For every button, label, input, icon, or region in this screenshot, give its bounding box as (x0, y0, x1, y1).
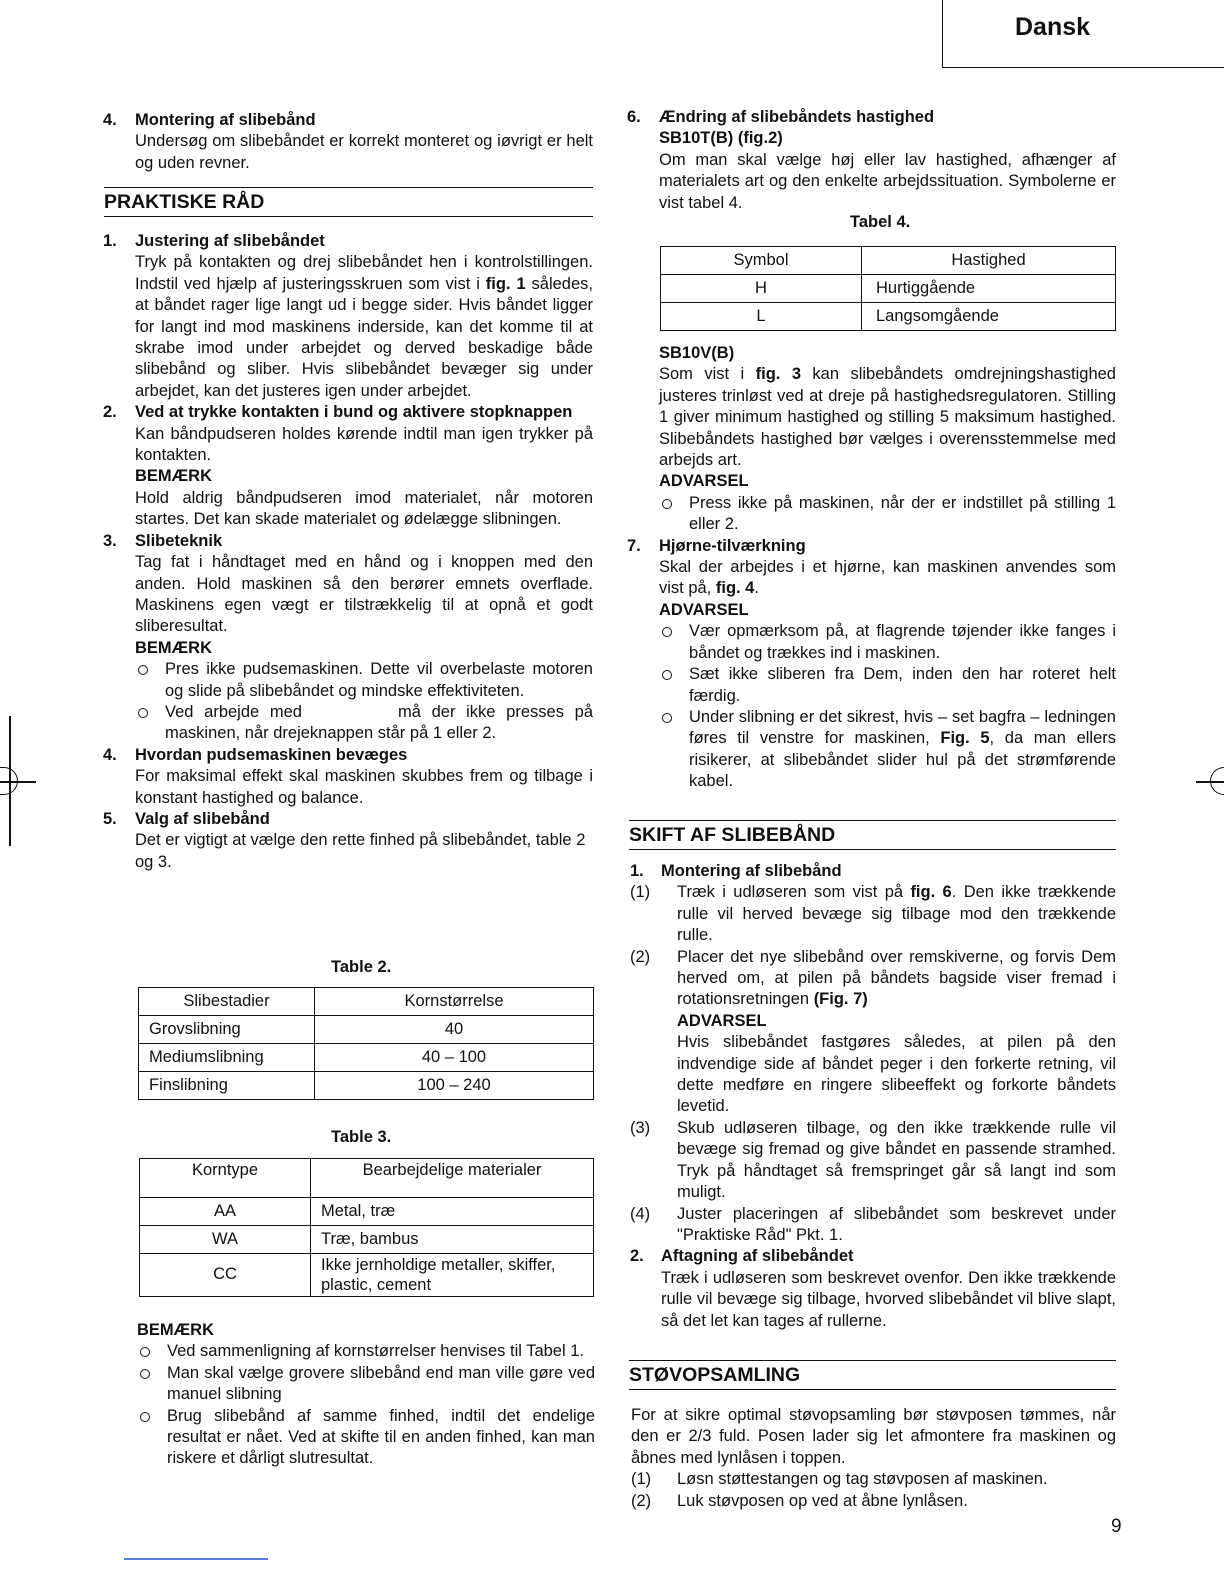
table-cell: Hurtiggående (862, 275, 1116, 303)
right-middle (627, 343, 1116, 793)
table-header-cell: Korntype (140, 1159, 311, 1198)
substep: (3) Skub udløseren tilbage, og den ikke trækkende rulle vil bevæge sig fremad og give båndet en passende stramhed. Tryk på håndtaget så fremspringet går så langt ind som muligt. (630, 1118, 1116, 1202)
crop-mark-left-circle (0, 767, 18, 795)
skift-item-1 (630, 861, 1117, 1246)
note-text: Hold aldrig båndpudseren imod materialet, når motoren startes. Det kan skade materialet og ødelægge slibningen. (135, 488, 593, 529)
table-cell: AA (140, 1198, 311, 1226)
item-number: 3. (103, 531, 117, 550)
item-number: 2. (103, 403, 117, 422)
item-number: 2. (630, 1247, 644, 1266)
item-title: Montering af slibebånd (135, 111, 316, 129)
practical-item-7 (627, 536, 1116, 793)
practical-item-4 (103, 745, 593, 809)
practical-item-2 (103, 402, 593, 530)
item-text: Undersøg om slibebåndet er korrekt monteret og iøvrigt er helt og uden revner. (135, 132, 593, 172)
item-title: Ved at trykke kontakten i bund og aktivere stopknappen (135, 403, 573, 422)
table-cell: WA (140, 1226, 311, 1254)
left-bottom-note (137, 1320, 595, 1470)
table-header-row (140, 1159, 594, 1198)
substep: (1) Løsn støttestangen og tag støvposen af maskinen. (631, 1470, 1048, 1489)
item-number: 1. (103, 232, 117, 250)
skift-item-2 (630, 1246, 1116, 1332)
table-row (139, 1072, 594, 1100)
table-cell: H (661, 275, 862, 303)
warning-label: ADVARSEL (659, 600, 749, 619)
warning-bullet: Sæt ikke sliberen fra Dem, inden den har roteret helt færdig. (659, 664, 1116, 707)
warning-bullet: Vær opmærksom på, at flagrende tøjender ikke fanges i båndet og trækkes ind i maskinen. (659, 621, 1116, 664)
page-number: 9 (1111, 1516, 1122, 1537)
left-body (103, 231, 593, 873)
item-text: Som vist i fig. 3 kan slibebåndets omdrejningshastighed justeres trinløst ved at dreje på hastighedsregulatoren. Stilling 1 giver minimum hastighed og stilling 5 maksimum hastighed. Slibebåndets hastighed bør vælges i overensstemmelse med arbejds art. (659, 365, 1116, 470)
warning-bullet: Under slibning er det sikrest, hvis – set bagfra – ledningen føres til venstre for maskinen, Fig. 5, da man ellers risikerer, at slibebåndet slider hul på det strømførende kabel. (659, 707, 1116, 793)
table-cell: Metal, træ (311, 1198, 594, 1226)
section-heading: SKIFT AF SLIBEBÅND (629, 820, 1116, 850)
bottom-rule (124, 1558, 268, 1560)
table-header-cell: Symbol (661, 247, 862, 275)
practical-item-3 (103, 531, 593, 745)
table-cell: Mediumslibning (139, 1044, 315, 1072)
item-title: Valg af slibebånd (135, 809, 270, 828)
table-cell: 100 – 240 (315, 1072, 594, 1100)
note-label: BEMÆRK (137, 1321, 214, 1339)
note-bullet: Ved sammenligning af kornstørrelser henvises til Tabel 1. (137, 1341, 595, 1362)
item-text: For maksimal effekt skal maskinen skubbes frem og tilbage i konstant hastighed og balance. (135, 767, 593, 807)
language-label: Dansk (1015, 13, 1091, 41)
item-title: Hvordan pudsemaskinen bevæges (135, 745, 408, 764)
table-cell: L (661, 303, 862, 331)
warning-bullet: Press ikke på maskinen, når der er indstillet på stilling 1 eller 2. (659, 493, 1116, 536)
table-2 (138, 987, 594, 1100)
item-number: 4. (103, 745, 117, 764)
substep: (2) Luk støvposen op ved at åbne lynlåsen. (631, 1491, 968, 1510)
right-stov-body (631, 1405, 1116, 1512)
section-skift (629, 820, 1116, 850)
item-text: Tag fat i håndtaget med en hånd og i knoppen med den anden. Hold maskinen så den berører emnets overflade. Maskinens egen vægt er tilstrækkelig til at opnå et godt sliberesultat. (135, 553, 593, 636)
table-header-cell: Bearbejdelige materialer (311, 1159, 594, 1198)
item-text: Tryk på kontakten og drej slibebåndet hen i kontrolstillingen. Indstil ved hjælp af justeringsskruen som vist i fig. 1 således, at båndet rager lige langt ud i begge sider. Hvis båndet ligger for langt ind mod maskinens inderside, kan det komme til at skrabe imod under arbejdet og derved beskadige både slibebånd og sliber. Hvis slibebåndet bevæger sig under arbejdet, kan det justeres igen under arbejdet. (135, 253, 593, 400)
item-number: 4. (103, 111, 117, 129)
item-text: Om man skal vælge høj eller lav hastighed, afhænger af materialets art og den enkelte arbejdssituation. Symbolerne er vist tabel 4. (659, 150, 1116, 212)
table-cell: Træ, bambus (311, 1226, 594, 1254)
practical-item-5 (103, 809, 593, 873)
item-number: 1. (630, 862, 644, 880)
note-bullet: Ved arbejde med må der ikke presses på maskinen, når drejeknappen står på 1 eller 2. (135, 702, 593, 745)
section-stov (629, 1360, 1116, 1390)
item-title: Justering af slibebåndet (135, 232, 325, 250)
item-title: Montering af slibebånd (661, 862, 842, 880)
crop-mark-right-circle (1210, 767, 1224, 795)
table-cell: Grovslibning (139, 1016, 315, 1044)
table-header-row (661, 247, 1116, 275)
warning-label: ADVARSEL (677, 1011, 767, 1030)
item-text: Træk i udløseren som beskrevet ovenfor. Den ikke trækkende rulle vil bevæge sig tilbage, hvorved slibebåndet vil blive slapt, så det let kan tages af rullerne. (661, 1268, 1116, 1330)
item-title: Ændring af slibebåndets hastighed (659, 108, 935, 126)
warning-label: ADVARSEL (659, 472, 749, 491)
substep: (4) Juster placeringen af slibebåndet som beskrevet under "Praktiske Råd" Pkt. 1. (630, 1204, 1116, 1244)
right-skift-body (630, 861, 1117, 1332)
table-row (661, 275, 1116, 303)
note-label: BEMÆRK (135, 638, 212, 657)
model-label: SB10V(B) (659, 344, 735, 362)
item-text: Kan båndpudseren holdes kørende indtil man igen trykker på kontakten. (135, 424, 593, 465)
stov-text: For at sikre optimal støvopsamling bør støvposen tømmes, når den er 2/3 fuld. Posen lader sig let afmontere fra maskinen og åbnes med lynlåsen i toppen. (631, 1406, 1116, 1467)
warning-text: Hvis slibebåndet fastgøres således, at pilen på den indvendige side af båndet peger i den forkerte retning, vil dette medføre en ringere slibeeffekt og forkorte båndets levetid. (677, 1033, 1116, 1116)
table-cell: 40 (315, 1016, 594, 1044)
practical-item-1 (103, 231, 593, 402)
table-row (140, 1198, 594, 1226)
table-header-cell: Slibestadier (139, 988, 315, 1016)
note-bullet: Pres ikke pudsemaskinen. Dette vil overbelaste motoren og slide på slibebåndet og mindske effektiviteten. (135, 659, 593, 702)
table-row (661, 303, 1116, 331)
table-3-caption: Table 3. (331, 1128, 392, 1146)
table-4 (660, 246, 1116, 331)
table-row (140, 1254, 594, 1297)
table-cell: Langsomgående (862, 303, 1116, 331)
item-number: 6. (627, 108, 641, 126)
table-row (139, 1044, 594, 1072)
right-top (627, 107, 1116, 214)
table-4-caption: Tabel 4. (850, 213, 911, 231)
table-row (140, 1226, 594, 1254)
table-row (139, 1016, 594, 1044)
model-label: SB10T(B) (fig.2) (659, 129, 783, 148)
section-praktiske (104, 187, 593, 217)
practical-item-6 (627, 107, 1116, 214)
item-number: 7. (627, 536, 641, 555)
item-title: Aftagning af slibebåndet (661, 1247, 854, 1266)
item-text: Skal der arbejdes i et hjørne, kan maskinen anvendes som vist på, fig. 4. (659, 558, 1116, 598)
note-bullet: Man skal vælge grovere slibebånd end man ville gøre ved manuel slibning (137, 1363, 595, 1406)
table-2-caption: Table 2. (331, 958, 392, 976)
item-title: Slibeteknik (135, 531, 223, 550)
table-cell: Ikke jernholdige metaller, skiffer, plastic, cement (311, 1254, 594, 1297)
substep: (2) Placer det nye slibebånd over remskiverne, og forvis Dem herved om, at pilen på båndets bagside viser fremad i rotationsretningen (Fig. 7) (630, 947, 1116, 1009)
table-cell: CC (140, 1254, 311, 1297)
note-bullet: Brug slibebånd af samme finhed, indtil det endelige resultat er nået. Ved at skifte til en anden finhed, kan man riskere et dårligt slutresultat. (137, 1406, 595, 1470)
table-header-row (139, 988, 594, 1016)
table-header-cell: Hastighed (862, 247, 1116, 275)
substep: (1) Træk i udløseren som vist på fig. 6. Den ikke trækkende rulle vil herved bevæge sig tilbage mod den trækkende rulle. (630, 883, 1117, 945)
table-header-cell: Kornstørrelse (315, 988, 594, 1016)
item-4 (103, 110, 593, 174)
item-text: Det er vigtigt at vælge den rette finhed på slibebåndet, table 2 og 3. (135, 831, 586, 871)
item-title: Hjørne-tilværkning (659, 536, 806, 555)
item-number: 5. (103, 809, 117, 828)
left-column (103, 110, 593, 174)
table-cell: 40 – 100 (315, 1044, 594, 1072)
language-tab (942, 0, 1224, 68)
table-cell: Finslibning (139, 1072, 315, 1100)
section-heading: STØVOPSAMLING (629, 1360, 1116, 1390)
table-3 (139, 1158, 594, 1297)
section-heading: PRAKTISKE RÅD (104, 187, 593, 217)
note-label: BEMÆRK (135, 467, 212, 486)
